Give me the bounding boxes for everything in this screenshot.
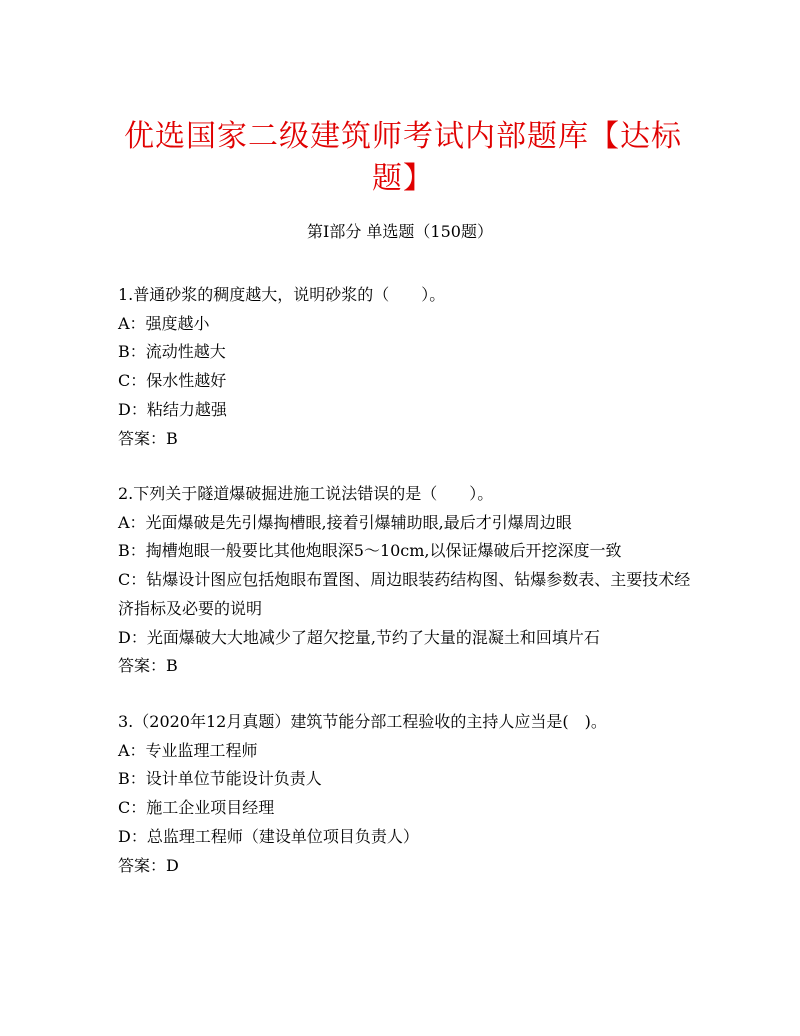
question-stem: 3.（2020年12月真题）建筑节能分部工程验收的主持人应当是( )。 bbox=[118, 712, 607, 731]
answer: 答案：D bbox=[118, 855, 179, 875]
option-b: B：掏槽炮眼一般要比其他炮眼深5～10cm,以保证爆破后开挖深度一致 bbox=[118, 541, 622, 561]
section-heading: 第Ⅰ部分 单选题（150题） bbox=[307, 222, 493, 241]
question-stem: 1.普通砂浆的稠度越大，说明砂浆的（ ）。 bbox=[118, 285, 446, 304]
option-d: D：粘结力越强 bbox=[118, 399, 227, 419]
answer: 答案：B bbox=[118, 428, 178, 448]
option-c: C：保水性越好 bbox=[118, 371, 227, 391]
option-a: A：光面爆破是先引爆掏槽眼,接着引爆辅助眼,最后才引爆周边眼 bbox=[118, 512, 572, 532]
document-title: 优选国家二级建筑师考试内部题库【达标题】 bbox=[124, 119, 682, 196]
option-c: C：施工企业项目经理 bbox=[118, 798, 275, 818]
option-d: D：光面爆破大大地减少了超欠挖量,节约了大量的混凝土和回填片石 bbox=[118, 627, 600, 647]
question-1 bbox=[118, 281, 698, 453]
option-a: A：强度越小 bbox=[118, 313, 210, 333]
question-2 bbox=[118, 480, 698, 681]
option-b: B：设计单位节能设计负责人 bbox=[118, 769, 322, 789]
option-c: C：钻爆设计图应包括炮眼布置图、周边眼装药结构图、钻爆参数表、主要技术经济指标及必要的说明 bbox=[118, 570, 691, 618]
option-b: B：流动性越大 bbox=[118, 342, 226, 362]
option-d: D：总监理工程师（建设单位项目负责人） bbox=[118, 826, 419, 846]
question-stem: 2.下列关于隧道爆破掘进施工说法错误的是（ ）。 bbox=[118, 484, 494, 503]
question-3 bbox=[118, 708, 698, 880]
option-a: A：专业监理工程师 bbox=[118, 740, 258, 760]
answer: 答案：B bbox=[118, 656, 178, 676]
